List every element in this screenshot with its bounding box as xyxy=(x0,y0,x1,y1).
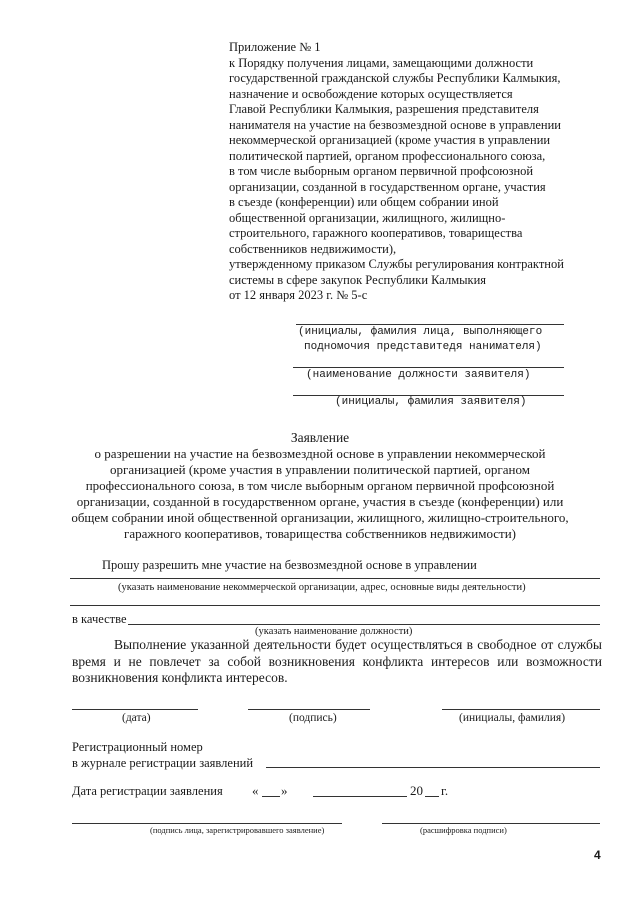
addressee-caption: (инициалы, фамилия лица, выполняющего xyxy=(298,326,543,338)
annex-line: Главой Республики Калмыкия, разрешения представителя xyxy=(229,102,539,116)
transcript-line xyxy=(382,823,600,824)
annex-line: утвержденному приказом Службы регулирования контрактной xyxy=(229,257,564,271)
page-number: 4 xyxy=(594,848,601,862)
registrar-caption: (подпись лица, зарегистрировавшего заявление) xyxy=(150,825,325,835)
addressee-line xyxy=(296,324,564,325)
annex-line: в том числе выборным органом первичной профсоюзной xyxy=(229,164,534,178)
title-line: о разрешении на участие на безвозмездной основе в управлении некоммерческой xyxy=(94,446,546,461)
year-line xyxy=(425,796,439,797)
applicant-name-caption: (инициалы, фамилия заявителя) xyxy=(335,396,527,408)
annex-line: к Порядку получения лицами, замещающими должности xyxy=(229,55,534,70)
position-caption: (указать наименование должности) xyxy=(255,626,413,637)
registration-number-label: в журнале регистрации заявлений xyxy=(72,756,254,770)
addressee-caption: подномочия представитедя нанимателя) xyxy=(304,341,542,353)
organization-caption: (указать наименование некоммерческой организации, адрес, основные виды деятельности) xyxy=(118,582,526,593)
annex-line: от 12 января 2023 г. № 5-с xyxy=(229,288,368,302)
title-line: профессионального союза, в том числе выборным органом первичной профсоюзной xyxy=(85,478,555,493)
annex-line: в съезде (конференции) или общем собрании иной xyxy=(229,195,499,209)
day-line xyxy=(262,796,280,797)
signature-line xyxy=(248,709,370,710)
year-prefix: 20 xyxy=(410,783,423,798)
annex-line: общественной организации, жилищного, жилищно- xyxy=(229,210,506,225)
registration-number-label: Регистрационный номер xyxy=(72,740,203,754)
date-caption: (дата) xyxy=(122,712,151,724)
annex-line: назначение и освобождение которых осуществляется xyxy=(229,86,513,101)
title-line: организации, созданной в государственном органе, участия в съезде (конференции) или xyxy=(76,494,564,509)
year-suffix: г. xyxy=(441,783,449,798)
date-line xyxy=(72,709,198,710)
annex-line: политической партией, органом профессионального союза, xyxy=(229,148,546,163)
name-caption: (инициалы, фамилия) xyxy=(459,712,566,724)
signature-caption: (подпись) xyxy=(289,712,337,724)
annex-line: собственников недвижимости), xyxy=(229,241,397,256)
annex-line: системы в сфере закупок Республики Калмыкия xyxy=(229,272,487,287)
annex-line: нанимателя на участие на безвозмездной основе в управлении xyxy=(229,117,561,132)
statement-paragraph: Выполнение указанной деятельности будет осуществляться в свободное от службы время и не повлечет за собой возникновения конфликта интересов или возможности возникновения конфликта интересов. xyxy=(72,637,602,685)
title-line: организацией (кроме участия в управлении политической партией, органом xyxy=(110,462,530,477)
transcript-caption: (расшифровка подписи) xyxy=(420,825,507,835)
position-field-line xyxy=(128,624,600,625)
registration-date-label: Дата регистрации заявления xyxy=(72,784,223,798)
applicant-position-line xyxy=(293,367,564,368)
applicant-position-caption: (наименование должности заявителя) xyxy=(306,369,531,381)
title-line: общем собрании иной общественной организации, жилищного, жилищно-строительного, xyxy=(71,510,569,525)
annex-line: государственной гражданской службы Республики Калмыкия, xyxy=(229,71,561,85)
quote-open: « xyxy=(252,783,259,798)
annex-line: некоммерческой организацией (кроме участия в управлении xyxy=(229,133,551,147)
request-text: Прошу разрешить мне участие на безвозмездной основе в управлении xyxy=(102,558,477,572)
quote-close: » xyxy=(281,783,288,798)
as-label: в качестве xyxy=(72,612,127,626)
annex-line: Приложение № 1 xyxy=(229,40,321,54)
organization-field-line-2 xyxy=(70,605,600,606)
month-line xyxy=(313,796,407,797)
annex-block xyxy=(229,40,629,310)
document-title: Заявление xyxy=(290,430,350,445)
annex-line: строительного, гаражного кооперативов, товарищества xyxy=(229,226,523,240)
title-line: гаражного кооперативов, товарищества собственников недвижимости) xyxy=(123,526,517,541)
annex-line: организации, созданной в государственном органе, участия xyxy=(229,179,546,194)
registration-number-line xyxy=(266,767,600,768)
registrar-signature-line xyxy=(72,823,342,824)
name-line xyxy=(442,709,600,710)
organization-field-line xyxy=(70,578,600,579)
